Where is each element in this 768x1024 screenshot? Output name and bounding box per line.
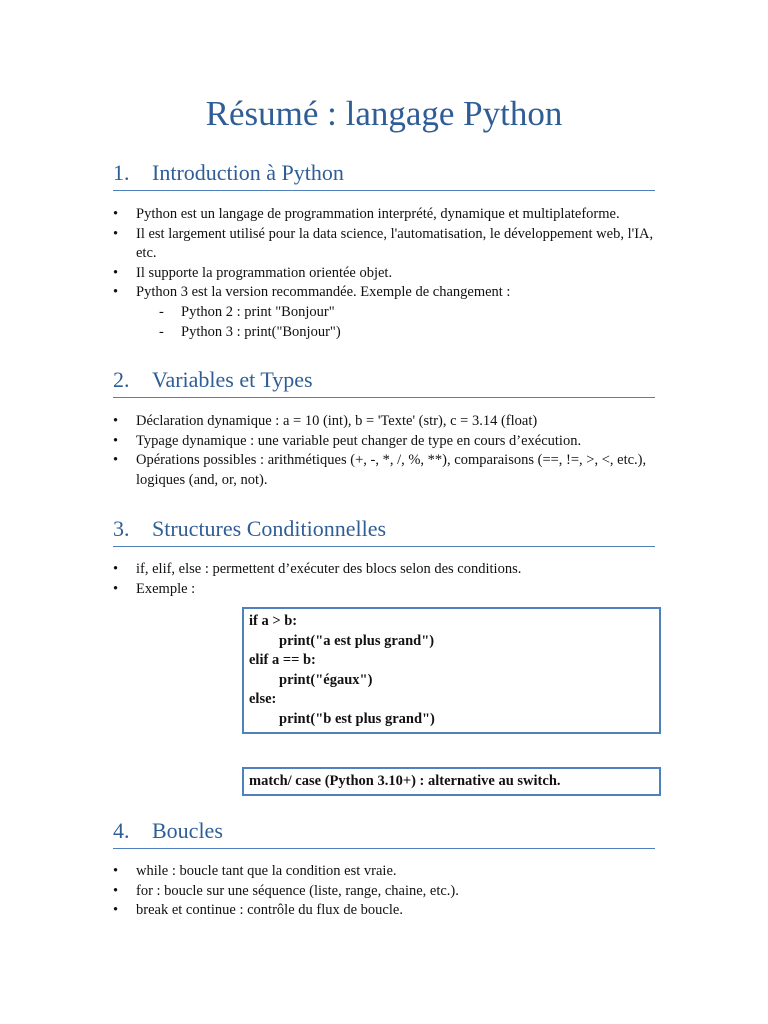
bullet-marker: • xyxy=(113,452,119,469)
section-title: Structures Conditionnelles xyxy=(152,516,387,541)
note-text: match/ case (Python 3.10+) : alternative au switch. xyxy=(249,773,561,789)
bullet-marker: • xyxy=(113,264,119,281)
section-title: Boucles xyxy=(152,818,223,843)
bullet-marker: • xyxy=(113,284,119,301)
code-line: if a > b: xyxy=(249,613,298,629)
list-item-text: Il est largement utilisé pour la data science, l'automatisation, le développement web, l'IA, etc. xyxy=(136,225,654,262)
section-heading-variables xyxy=(113,367,655,398)
list-item-text: break et continue : contrôle du flux de boucle. xyxy=(136,902,403,919)
bullet-marker: • xyxy=(113,206,119,222)
bullet-marker: • xyxy=(113,580,119,597)
section-heading-conditionnelles xyxy=(113,516,655,547)
list-item xyxy=(113,225,655,264)
list-item-text: Python est un langage de programmation interprété, dynamique et multiplateforme. xyxy=(136,206,620,222)
bullet-marker: • xyxy=(113,432,119,449)
list-item xyxy=(113,862,655,882)
list-item-text: while : boucle tant que la condition est vraie. xyxy=(136,863,397,879)
code-line: print("égaux") xyxy=(279,671,373,688)
list-item-text: Python 3 est la version recommandée. Exemple de changement : xyxy=(136,284,511,301)
bullet-list-variables xyxy=(113,412,655,490)
list-item xyxy=(113,560,655,580)
bullet-list-boucles xyxy=(113,862,655,921)
code-example-box xyxy=(242,607,661,734)
section-number: 3. xyxy=(113,516,130,541)
list-item-text: for : boucle sur une séquence (liste, range, chaine, etc.). xyxy=(136,882,459,899)
section-number: 2. xyxy=(113,367,130,392)
sub-bullet-list xyxy=(113,303,655,342)
sub-list-container xyxy=(113,303,655,342)
list-item-text: Exemple : xyxy=(136,580,196,597)
list-item xyxy=(113,882,655,902)
list-item-text: Opérations possibles : arithmétiques (+, -, *, /, %, **), comparaisons (==, !=, >, <, etc.), logiques (and, or, not). xyxy=(136,452,647,488)
bullet-marker: • xyxy=(113,561,119,577)
sub-list-item-text: Python 3 : print("Bonjour") xyxy=(181,323,341,340)
bullet-marker: • xyxy=(113,413,119,429)
bullet-marker: • xyxy=(113,225,119,242)
list-item-text: Typage dynamique : une variable peut changer de type en cours d’exécution. xyxy=(136,432,582,449)
match-case-note-box xyxy=(242,767,661,796)
dash-marker: - xyxy=(159,323,164,340)
list-item-text: if, elif, else : permettent d’exécuter des blocs selon des conditions. xyxy=(136,561,522,577)
list-item xyxy=(113,451,655,490)
code-line: else: xyxy=(249,691,277,708)
section-heading-introduction xyxy=(113,160,655,191)
section-title: Variables et Types xyxy=(152,367,313,392)
list-item xyxy=(113,901,655,921)
list-item xyxy=(113,264,655,284)
section-number: 1. xyxy=(113,160,130,185)
sub-list-item xyxy=(113,303,655,323)
section-heading-boucles xyxy=(113,818,655,849)
sub-list-item-text: Python 2 : print "Bonjour" xyxy=(181,303,335,320)
section-title: Introduction à Python xyxy=(152,160,344,185)
bullet-marker: • xyxy=(113,902,119,919)
page-title: Résumé : langage Python xyxy=(205,94,563,133)
code-line: print("b est plus grand") xyxy=(279,710,435,727)
list-item xyxy=(113,580,655,600)
list-item xyxy=(113,283,655,303)
sub-list-item xyxy=(113,323,655,343)
section-number: 4. xyxy=(113,818,130,843)
code-line: elif a == b: xyxy=(249,652,316,669)
list-item xyxy=(113,432,655,452)
list-item xyxy=(113,412,655,432)
bullet-marker: • xyxy=(113,882,119,899)
code-line: print("a est plus grand") xyxy=(279,632,435,649)
list-item-text: Il supporte la programmation orientée objet. xyxy=(136,264,393,281)
bullet-marker: • xyxy=(113,863,119,879)
list-item-text: Déclaration dynamique : a = 10 (int), b = 'Texte' (str), c = 3.14 (float) xyxy=(136,413,538,429)
dash-marker: - xyxy=(159,303,164,320)
bullet-list-conditionnelles xyxy=(113,560,655,599)
list-item xyxy=(113,205,655,225)
bullet-list-introduction xyxy=(113,205,655,342)
